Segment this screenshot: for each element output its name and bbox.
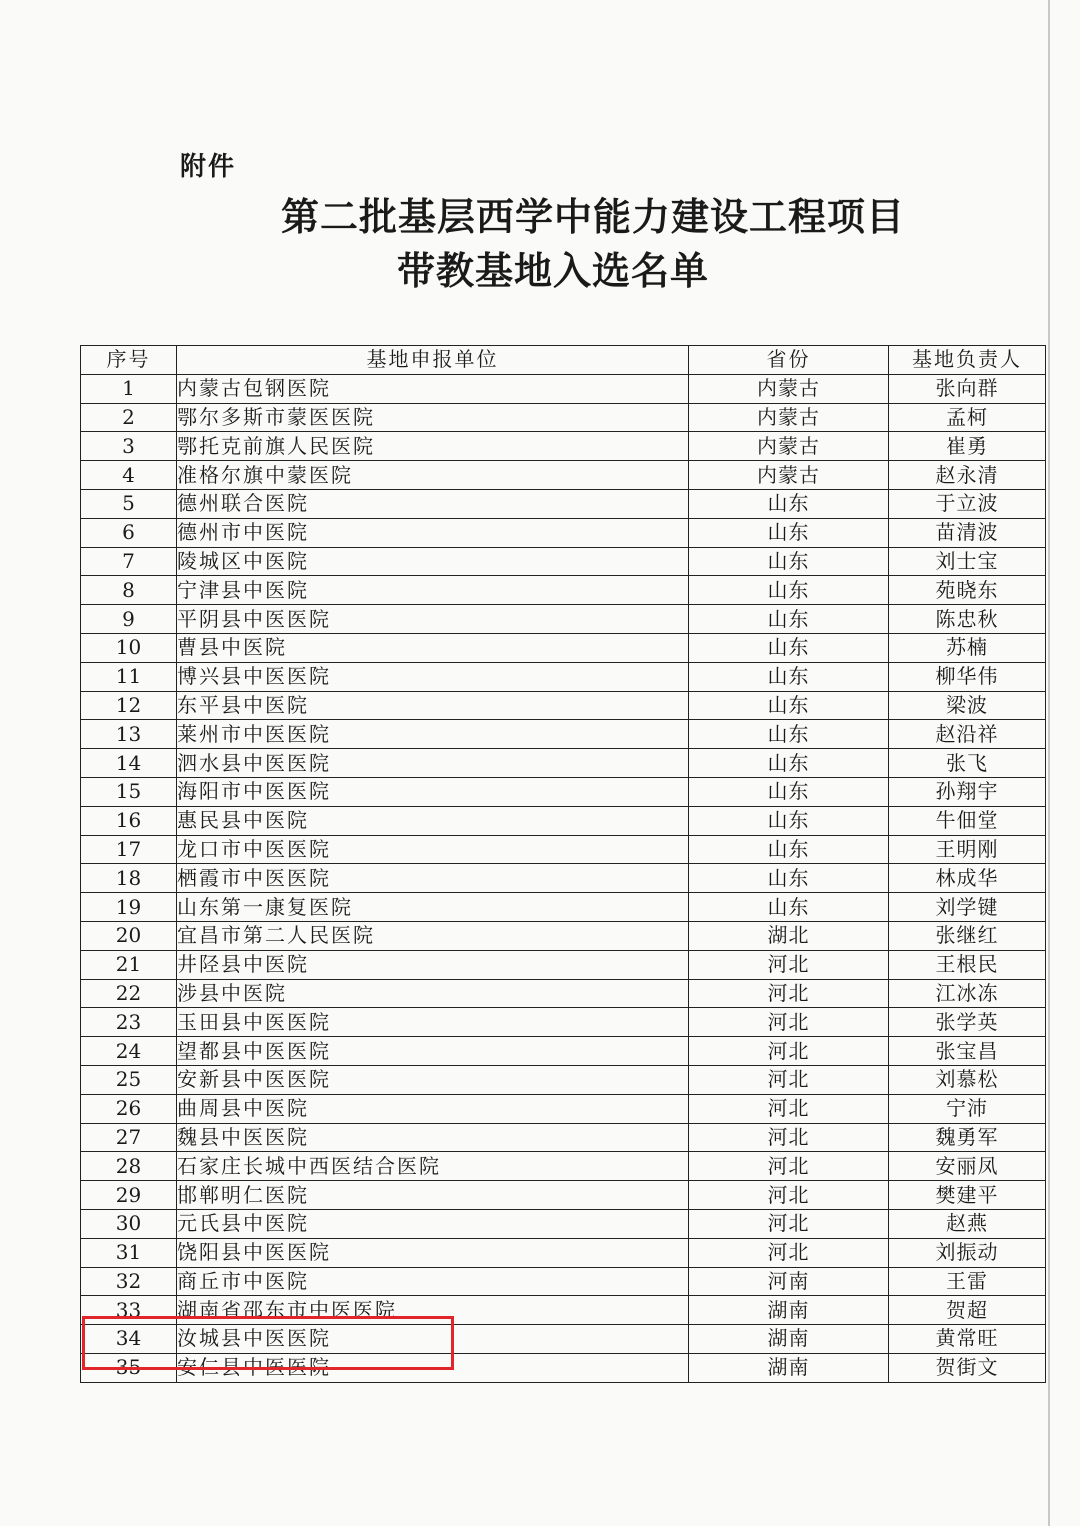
row-unit: 陵城区中医院 xyxy=(177,547,689,576)
row-province: 山东 xyxy=(689,662,889,691)
header-person: 基地负责人 xyxy=(889,346,1046,375)
table-row xyxy=(81,979,1046,1008)
row-unit: 鄂尔多斯市蒙医医院 xyxy=(177,403,689,432)
row-person: 张向群 xyxy=(889,374,1046,403)
row-person: 贺超 xyxy=(889,1296,1046,1325)
row-unit: 龙口市中医医院 xyxy=(177,835,689,864)
table-row xyxy=(81,921,1046,950)
row-person: 樊建平 xyxy=(889,1181,1046,1210)
header-province: 省份 xyxy=(689,346,889,375)
table-row xyxy=(81,633,1046,662)
row-index: 10 xyxy=(81,633,177,662)
row-index: 23 xyxy=(81,1008,177,1037)
table-row xyxy=(81,374,1046,403)
row-province: 山东 xyxy=(689,806,889,835)
row-person: 魏勇军 xyxy=(889,1123,1046,1152)
row-person: 苑晓东 xyxy=(889,576,1046,605)
row-index: 5 xyxy=(81,489,177,518)
row-unit: 德州联合医院 xyxy=(177,489,689,518)
row-province: 湖北 xyxy=(689,921,889,950)
row-province: 山东 xyxy=(689,576,889,605)
row-province: 河北 xyxy=(689,1065,889,1094)
row-province: 山东 xyxy=(689,691,889,720)
row-province: 山东 xyxy=(689,489,889,518)
row-unit: 栖霞市中医医院 xyxy=(177,864,689,893)
row-unit: 曹县中医院 xyxy=(177,633,689,662)
row-province: 山东 xyxy=(689,605,889,634)
row-index: 15 xyxy=(81,777,177,806)
table-row xyxy=(81,1152,1046,1181)
row-unit: 宁津县中医院 xyxy=(177,576,689,605)
table-row xyxy=(81,605,1046,634)
row-index: 9 xyxy=(81,605,177,634)
row-person: 张学英 xyxy=(889,1008,1046,1037)
row-index: 29 xyxy=(81,1181,177,1210)
row-province: 山东 xyxy=(689,720,889,749)
table-row xyxy=(81,547,1046,576)
row-index: 21 xyxy=(81,950,177,979)
row-person: 崔勇 xyxy=(889,432,1046,461)
row-unit: 安仁县中医医院 xyxy=(177,1353,689,1382)
row-unit: 惠民县中医院 xyxy=(177,806,689,835)
row-unit: 湖南省邵东市中医医院 xyxy=(177,1296,689,1325)
row-unit: 玉田县中医医院 xyxy=(177,1008,689,1037)
row-index: 28 xyxy=(81,1152,177,1181)
row-province: 河北 xyxy=(689,1094,889,1123)
row-unit: 平阴县中医医院 xyxy=(177,605,689,634)
row-person: 江冰冻 xyxy=(889,979,1046,1008)
row-index: 32 xyxy=(81,1267,177,1296)
row-unit: 鄂托克前旗人民医院 xyxy=(177,432,689,461)
row-index: 22 xyxy=(81,979,177,1008)
header-unit: 基地申报单位 xyxy=(177,346,689,375)
row-index: 3 xyxy=(81,432,177,461)
row-index: 20 xyxy=(81,921,177,950)
row-person: 林成华 xyxy=(889,864,1046,893)
row-unit: 准格尔旗中蒙医院 xyxy=(177,461,689,490)
table-row xyxy=(81,461,1046,490)
row-person: 牛佃堂 xyxy=(889,806,1046,835)
title-line-1: 第二批基层西学中能力建设工程项目 xyxy=(280,194,905,239)
row-person: 赵沿祥 xyxy=(889,720,1046,749)
row-unit: 海阳市中医医院 xyxy=(177,777,689,806)
row-province: 湖南 xyxy=(689,1296,889,1325)
row-province: 内蒙古 xyxy=(689,461,889,490)
table-row xyxy=(81,1094,1046,1123)
row-province: 山东 xyxy=(689,633,889,662)
table-row xyxy=(81,403,1046,432)
row-index: 4 xyxy=(81,461,177,490)
table-row xyxy=(81,1209,1046,1238)
row-person: 赵永清 xyxy=(889,461,1046,490)
row-province: 山东 xyxy=(689,547,889,576)
row-unit: 曲周县中医院 xyxy=(177,1094,689,1123)
table-row xyxy=(81,1065,1046,1094)
table-body xyxy=(81,374,1046,1382)
table-row xyxy=(81,1037,1046,1066)
row-unit: 涉县中医院 xyxy=(177,979,689,1008)
row-person: 黄常旺 xyxy=(889,1325,1046,1354)
row-index: 26 xyxy=(81,1094,177,1123)
header-index: 序号 xyxy=(81,346,177,375)
row-person: 苏楠 xyxy=(889,633,1046,662)
row-person: 王明刚 xyxy=(889,835,1046,864)
selection-table xyxy=(80,345,1046,1383)
row-province: 山东 xyxy=(689,893,889,922)
row-unit: 内蒙古包钢医院 xyxy=(177,374,689,403)
row-person: 张继红 xyxy=(889,921,1046,950)
row-person: 苗清波 xyxy=(889,518,1046,547)
row-unit: 石家庄长城中西医结合医院 xyxy=(177,1152,689,1181)
attachment-label: 附件 xyxy=(180,152,237,182)
row-index: 30 xyxy=(81,1209,177,1238)
row-unit: 德州市中医院 xyxy=(177,518,689,547)
row-unit: 元氏县中医院 xyxy=(177,1209,689,1238)
row-person: 王根民 xyxy=(889,950,1046,979)
table-row xyxy=(81,893,1046,922)
row-person: 孙翔宇 xyxy=(889,777,1046,806)
row-person: 刘振动 xyxy=(889,1238,1046,1267)
table-row xyxy=(81,950,1046,979)
row-province: 山东 xyxy=(689,749,889,778)
row-index: 24 xyxy=(81,1037,177,1066)
table-header-row xyxy=(81,346,1046,375)
row-unit: 安新县中医医院 xyxy=(177,1065,689,1094)
row-index: 13 xyxy=(81,720,177,749)
row-province: 内蒙古 xyxy=(689,432,889,461)
row-province: 湖南 xyxy=(689,1325,889,1354)
row-index: 19 xyxy=(81,893,177,922)
row-person: 刘慕松 xyxy=(889,1065,1046,1094)
row-person: 梁波 xyxy=(889,691,1046,720)
row-index: 35 xyxy=(81,1353,177,1382)
table-row xyxy=(81,1238,1046,1267)
table-row xyxy=(81,1008,1046,1037)
row-unit: 山东第一康复医院 xyxy=(177,893,689,922)
row-unit: 东平县中医院 xyxy=(177,691,689,720)
row-index: 14 xyxy=(81,749,177,778)
row-person: 刘学键 xyxy=(889,893,1046,922)
table-row xyxy=(81,489,1046,518)
row-index: 27 xyxy=(81,1123,177,1152)
row-province: 湖南 xyxy=(689,1353,889,1382)
row-index: 18 xyxy=(81,864,177,893)
row-unit: 饶阳县中医医院 xyxy=(177,1238,689,1267)
row-person: 安丽凤 xyxy=(889,1152,1046,1181)
row-unit: 魏县中医医院 xyxy=(177,1123,689,1152)
row-person: 宁沛 xyxy=(889,1094,1046,1123)
row-province: 山东 xyxy=(689,518,889,547)
row-person: 陈忠秋 xyxy=(889,605,1046,634)
table-row xyxy=(81,691,1046,720)
row-unit: 商丘市中医院 xyxy=(177,1267,689,1296)
row-index: 8 xyxy=(81,576,177,605)
row-index: 1 xyxy=(81,374,177,403)
row-province: 山东 xyxy=(689,864,889,893)
table-row xyxy=(81,1181,1046,1210)
table-row xyxy=(81,749,1046,778)
row-province: 河北 xyxy=(689,1238,889,1267)
title-line-2: 带教基地入选名单 xyxy=(396,248,709,293)
row-person: 柳华伟 xyxy=(889,662,1046,691)
row-unit: 井陉县中医院 xyxy=(177,950,689,979)
row-unit: 泗水县中医医院 xyxy=(177,749,689,778)
row-index: 6 xyxy=(81,518,177,547)
row-province: 河南 xyxy=(689,1267,889,1296)
row-province: 河北 xyxy=(689,1209,889,1238)
table-row xyxy=(81,1123,1046,1152)
row-index: 33 xyxy=(81,1296,177,1325)
row-unit: 汝城县中医医院 xyxy=(177,1325,689,1354)
row-province: 河北 xyxy=(689,950,889,979)
row-province: 山东 xyxy=(689,777,889,806)
table-row xyxy=(81,576,1046,605)
table-row xyxy=(81,835,1046,864)
row-unit: 莱州市中医医院 xyxy=(177,720,689,749)
row-index: 7 xyxy=(81,547,177,576)
row-province: 河北 xyxy=(689,1037,889,1066)
highlight-box xyxy=(82,1316,454,1370)
table-row xyxy=(81,806,1046,835)
row-index: 11 xyxy=(81,662,177,691)
row-person: 孟柯 xyxy=(889,403,1046,432)
row-index: 12 xyxy=(81,691,177,720)
table-row xyxy=(81,662,1046,691)
row-unit: 博兴县中医医院 xyxy=(177,662,689,691)
row-unit: 宜昌市第二人民医院 xyxy=(177,921,689,950)
table-row xyxy=(81,518,1046,547)
row-index: 34 xyxy=(81,1325,177,1354)
row-index: 16 xyxy=(81,806,177,835)
row-province: 内蒙古 xyxy=(689,374,889,403)
row-person: 张飞 xyxy=(889,749,1046,778)
row-person: 于立波 xyxy=(889,489,1046,518)
row-index: 2 xyxy=(81,403,177,432)
row-index: 17 xyxy=(81,835,177,864)
row-person: 刘士宝 xyxy=(889,547,1046,576)
row-province: 内蒙古 xyxy=(689,403,889,432)
row-province: 河北 xyxy=(689,1181,889,1210)
row-province: 河北 xyxy=(689,1008,889,1037)
table-row xyxy=(81,1267,1046,1296)
row-province: 山东 xyxy=(689,835,889,864)
row-person: 赵燕 xyxy=(889,1209,1046,1238)
row-index: 31 xyxy=(81,1238,177,1267)
document-title xyxy=(0,190,1080,298)
table-row xyxy=(81,864,1046,893)
row-province: 河北 xyxy=(689,979,889,1008)
row-person: 贺街文 xyxy=(889,1353,1046,1382)
table-row xyxy=(81,777,1046,806)
row-index: 25 xyxy=(81,1065,177,1094)
table-row xyxy=(81,720,1046,749)
table-row xyxy=(81,432,1046,461)
row-province: 河北 xyxy=(689,1123,889,1152)
row-unit: 邯郸明仁医院 xyxy=(177,1181,689,1210)
row-unit: 望都县中医医院 xyxy=(177,1037,689,1066)
row-person: 张宝昌 xyxy=(889,1037,1046,1066)
row-province: 河北 xyxy=(689,1152,889,1181)
row-person: 王雷 xyxy=(889,1267,1046,1296)
